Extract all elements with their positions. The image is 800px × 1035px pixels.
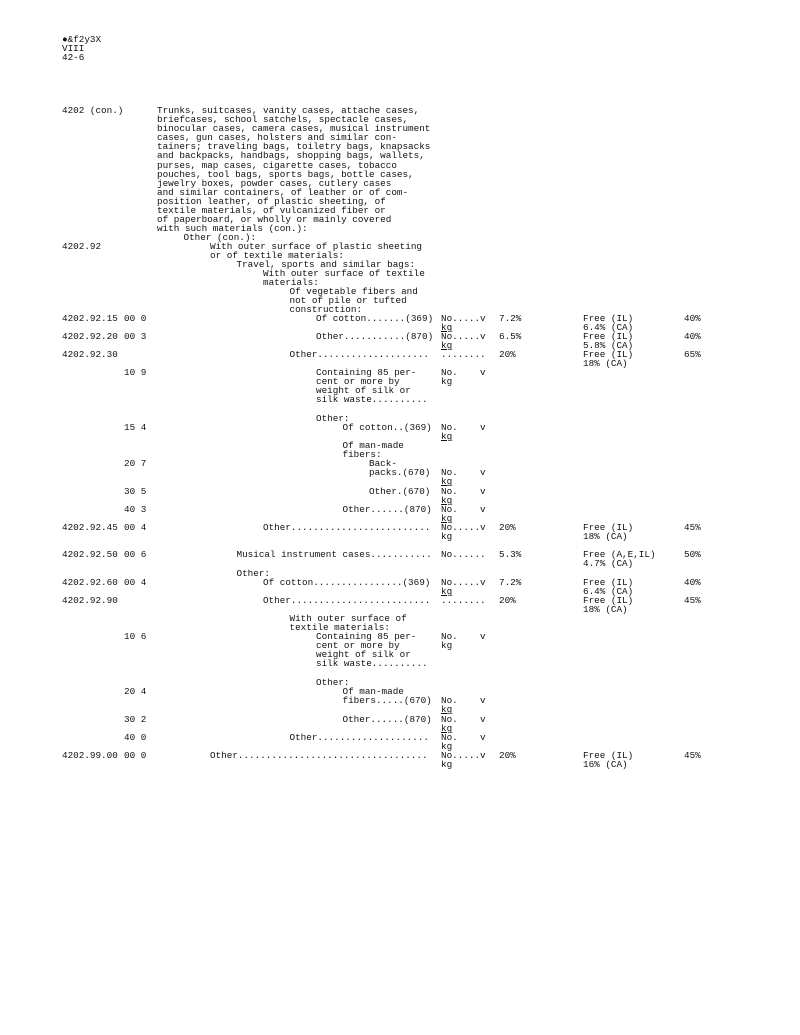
unit-of-quantity: No. v: [441, 367, 486, 378]
special-rate: Free (IL) 16% (CA): [583, 750, 634, 771]
special-rate: Free (IL) 6.4% (CA): [583, 577, 634, 598]
article-description: Other:: [316, 413, 350, 424]
unit-of-quantity: No.....v: [441, 577, 486, 588]
general-rate: 20%: [499, 595, 516, 606]
article-description: Other...........(870): [316, 331, 434, 342]
article-description: Of man-made fibers:: [342, 440, 404, 461]
article-description: Other......(870): [342, 504, 432, 515]
unit-of-quantity-secondary: kg: [441, 340, 453, 352]
article-description: Other......(870): [342, 714, 432, 725]
special-rate: Free (IL) 6.4% (CA): [583, 313, 634, 334]
unit-of-quantity: No......: [441, 549, 486, 560]
article-description: Other.(670): [369, 486, 431, 497]
general-rate: 20%: [499, 750, 516, 761]
heading-number: 4202.92.45: [62, 522, 118, 533]
stat-suffix: 00 6: [124, 549, 147, 560]
article-description: Other....................: [289, 349, 429, 360]
article-description: Of cotton.......(369): [316, 313, 434, 324]
unit-of-quantity-secondary: kg: [441, 513, 453, 525]
special-rate: Free (IL) 18% (CA): [583, 522, 634, 543]
heading-number: 4202.92.15: [62, 313, 118, 324]
article-description: Of man-made fibers.....(670): [342, 686, 432, 707]
column-2-rate: 50%: [684, 549, 701, 560]
article-description: Other.........................: [263, 595, 431, 606]
stat-suffix: 20 7: [124, 458, 147, 469]
unit-of-quantity-secondary: kg: [441, 322, 453, 334]
article-description: Travel, sports and similar bags:: [236, 259, 416, 270]
article-description: Of cotton..(369): [342, 422, 432, 433]
unit-of-quantity: No. v: [441, 504, 486, 515]
unit-of-quantity: ........: [441, 349, 486, 360]
unit-of-quantity: No. v: [441, 422, 486, 433]
article-description: With outer surface of textile materials:: [289, 613, 407, 634]
heading-number: 4202.92.20: [62, 331, 118, 342]
article-description: Other:: [236, 568, 270, 579]
article-description: Back- packs.(670): [369, 458, 431, 479]
unit-of-quantity-secondary: kg: [441, 531, 453, 543]
article-description: Other....................: [289, 732, 429, 743]
article-description: Other (con.):: [183, 232, 257, 243]
unit-of-quantity-secondary: kg: [441, 741, 453, 753]
unit-of-quantity: No. v: [441, 714, 486, 725]
unit-of-quantity-secondary: kg: [441, 723, 453, 735]
stat-suffix: 10 9: [124, 367, 147, 378]
stat-suffix: 40 0: [124, 732, 147, 743]
unit-of-quantity: No. v: [441, 486, 486, 497]
stat-suffix: 00 3: [124, 331, 147, 342]
article-description: Containing 85 per- cent or more by weight of silk or silk waste..........: [316, 367, 428, 406]
page-header: [62, 35, 101, 62]
unit-of-quantity: No. v: [441, 467, 486, 479]
column-2-rate: 45%: [684, 750, 701, 761]
stat-suffix: 15 4: [124, 422, 147, 433]
unit-of-quantity-secondary: kg: [441, 640, 453, 652]
article-description: Containing 85 per- cent or more by weight of silk or silk waste..........: [316, 631, 428, 670]
unit-of-quantity: No. v: [441, 631, 486, 642]
heading-number: 4202.92.60: [62, 577, 118, 588]
stat-suffix: 00 4: [124, 522, 147, 533]
column-2-rate: 40%: [684, 577, 701, 588]
special-rate: Free (IL) 5.8% (CA): [583, 331, 634, 352]
general-rate: 20%: [499, 349, 516, 360]
column-2-rate: 45%: [684, 595, 701, 606]
header-page-number: 42-6: [62, 52, 85, 64]
article-description: Of vegetable fibers and not of pile or tufted construction:: [289, 286, 418, 316]
heading-number: 4202 (con.): [62, 105, 124, 116]
special-rate: Free (A,E,IL) 4.7% (CA): [583, 549, 656, 570]
article-description: Trunks, suitcases, vanity cases, attache cases, briefcases, school satchels, spectacle cases, binocular cases, camera cases, musical instrument cases, gun cases, holsters and similar con- tainers; traveling bags, toiletry bags, knapsacks and backpacks, handbags, shopping bags, wallets, purses, map cases, cigarette cases, tobacco pouches, tool bags, sports bags, bottle cases, jewelry boxes, powder cases, cutlery cases and similar containers, of leather or of com- position leather, of plastic sheeting, of textile materials, of vulcanized fiber or of paperboard, or wholly or mainly covered with such materials (con.):: [157, 105, 431, 235]
heading-number: 4202.92.50: [62, 549, 118, 560]
heading-number: 4202.99.00: [62, 750, 118, 761]
column-2-rate: 45%: [684, 522, 701, 533]
general-rate: 7.2%: [499, 577, 522, 588]
article-description: Other.........................: [263, 522, 431, 533]
stat-suffix: 00 0: [124, 750, 147, 761]
article-description: With outer surface of plastic sheeting or of textile materials:: [210, 241, 423, 262]
unit-of-quantity-secondary: kg: [441, 704, 453, 716]
unit-of-quantity: No.....v: [441, 331, 486, 342]
stat-suffix: 40 3: [124, 504, 147, 515]
general-rate: 20%: [499, 522, 516, 533]
unit-of-quantity-secondary: kg: [441, 431, 453, 443]
article-description: Other..................................: [210, 750, 428, 761]
stat-suffix: 00 0: [124, 313, 147, 324]
heading-number: 4202.92.30: [62, 349, 118, 360]
unit-of-quantity: No. v: [441, 732, 486, 743]
special-rate: Free (IL) 18% (CA): [583, 349, 634, 370]
stat-suffix: 20 4: [124, 686, 147, 697]
unit-of-quantity: No.....v: [441, 313, 486, 324]
special-rate: Free (IL) 18% (CA): [583, 595, 634, 616]
unit-of-quantity-secondary: kg: [441, 376, 453, 388]
heading-number: 4202.92: [62, 241, 102, 252]
article-description: Musical instrument cases...........: [236, 549, 432, 560]
unit-of-quantity: ........: [441, 595, 486, 606]
general-rate: 7.2%: [499, 313, 522, 324]
unit-of-quantity: No.....v: [441, 522, 486, 533]
stat-suffix: 00 4: [124, 577, 147, 588]
stat-suffix: 30 5: [124, 486, 147, 497]
column-2-rate: 40%: [684, 313, 701, 324]
header-section: VIII: [62, 43, 85, 55]
article-description: Other:: [316, 677, 350, 688]
column-2-rate: 40%: [684, 331, 701, 342]
general-rate: 5.3%: [499, 549, 522, 560]
general-rate: 6.5%: [499, 331, 522, 342]
stat-suffix: 10 6: [124, 631, 147, 642]
column-2-rate: 65%: [684, 349, 701, 360]
unit-of-quantity: No.....v: [441, 750, 486, 761]
unit-of-quantity-secondary: kg: [441, 759, 453, 771]
stat-suffix: 30 2: [124, 714, 147, 725]
article-description: With outer surface of textile materials:: [263, 268, 425, 289]
heading-number: 4202.92.90: [62, 595, 118, 606]
unit-of-quantity-secondary: kg: [441, 495, 453, 507]
unit-of-quantity-secondary: kg: [441, 476, 453, 488]
article-description: Of cotton................(369): [263, 577, 431, 588]
unit-of-quantity: No. v: [441, 695, 486, 707]
unit-of-quantity-secondary: kg: [441, 586, 453, 598]
header-code: ●&f2y3X: [62, 34, 102, 45]
